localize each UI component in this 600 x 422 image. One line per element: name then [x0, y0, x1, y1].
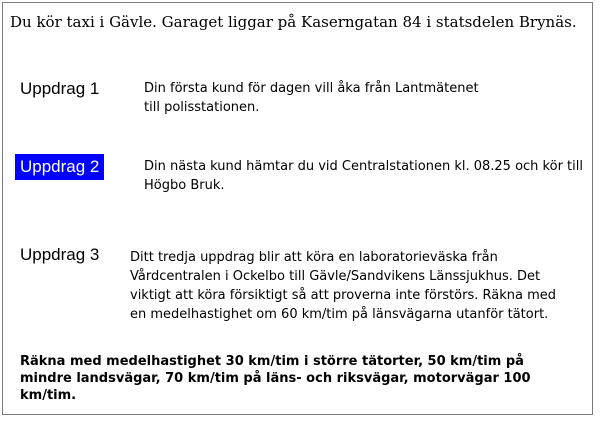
task-button-1[interactable]: Uppdrag 1: [20, 79, 100, 98]
speed-note: Räkna med medelhastighet 30 km/tim i större tätorter, 50 km/tim på mindre landsvägar, 70 km/tim på läns- och riksvägar, motorvägar 100 km/tim.: [20, 354, 531, 403]
intro-text: Du kör taxi i Gävle. Garaget liggar på Kaserngatan 84 i statsdelen Brynäs.: [10, 13, 577, 31]
task-button-3[interactable]: Uppdrag 3: [20, 245, 100, 264]
task-button-2[interactable]: Uppdrag 2: [15, 154, 104, 180]
task-description-1: Din första kund för dagen vill åka från Lantmätenet till polisstationen.: [144, 81, 479, 115]
task-description-3: Ditt tredja uppdrag blir att köra en laboratorieväska från Vårdcentralen i Ockelbo till Gävle/Sandvikens Länssjukhus. Det viktigt att köra försiktigt så att proverna inte förstörs. Räkna med en medelhastighet om 60 km/tim på länsvägarna utanför tätort.: [130, 250, 556, 322]
task-panel: [2, 2, 593, 415]
task-description-2: Din nästa kund hämtar du vid Centralstationen kl. 08.25 och kör till Högbo Bruk.: [144, 159, 583, 193]
